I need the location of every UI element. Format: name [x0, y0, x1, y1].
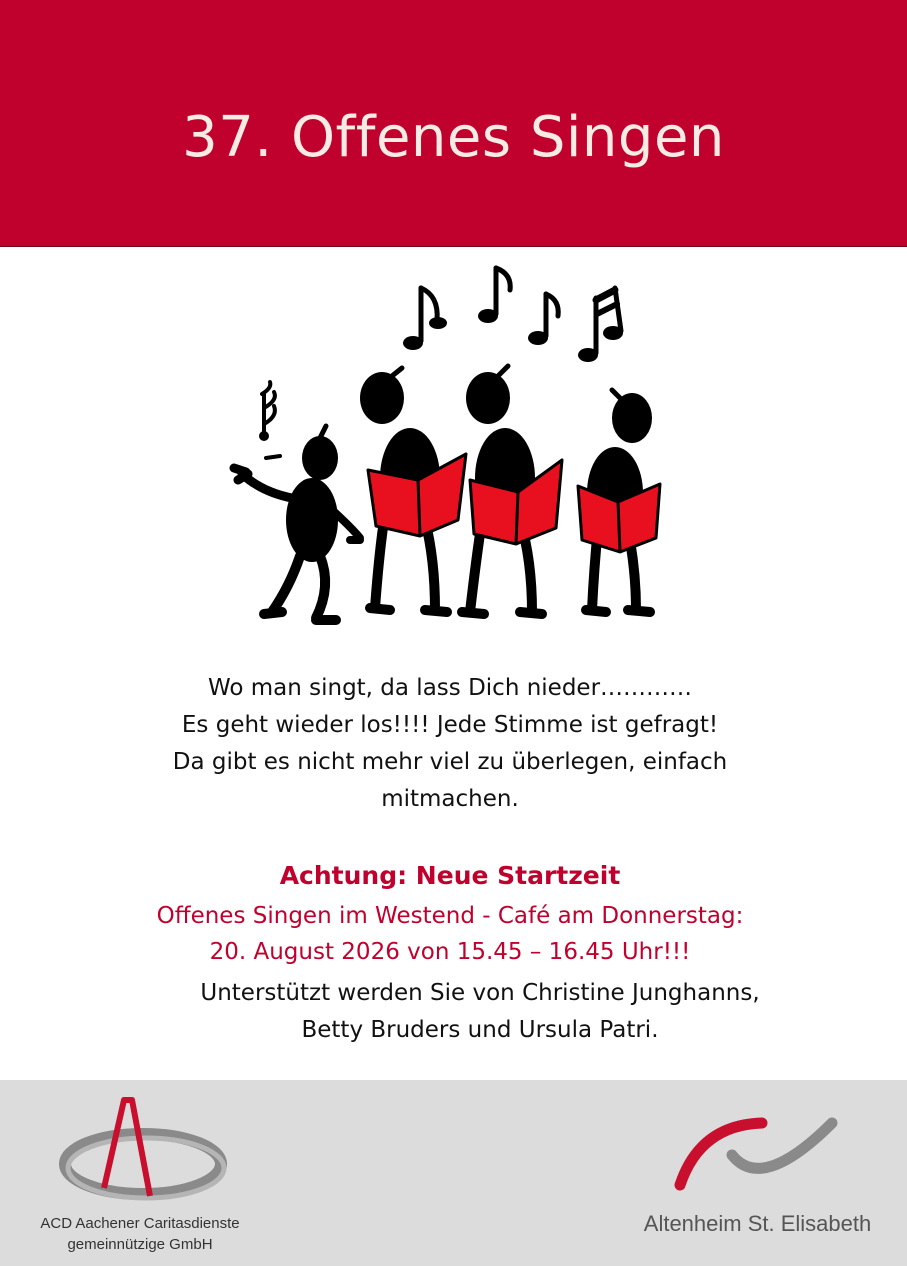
support-line: Betty Bruders und Ursula Patri. [301, 1017, 659, 1043]
singing-choir-illustration [220, 258, 690, 640]
notice-date: 20. August 2026 von 15.45 – 16.45 Uhr!!! [209, 939, 691, 965]
intro-line: Wo man singt, da lass Dich nieder………… [207, 675, 693, 701]
intro-line: Da gibt es nicht mehr viel zu überlegen, einfach [172, 749, 728, 775]
intro-line: Es geht wieder los!!!! Jede Stimme ist gefragt! [181, 712, 719, 738]
music-note-icon [259, 382, 275, 441]
page-title: 37. Offenes Singen [182, 105, 725, 170]
acd-logo [58, 1092, 228, 1207]
altenheim-logo [672, 1115, 842, 1195]
acd-company-name [20, 1213, 260, 1255]
acd-name-line: gemeinnützige GmbH [67, 1236, 213, 1253]
music-note-icon [478, 268, 510, 323]
music-note-icon [578, 288, 623, 362]
conductor-figure [234, 426, 360, 620]
intro-text [100, 670, 800, 818]
acd-name-line: ACD Aachener Caritasdienste [40, 1215, 240, 1232]
support-line: Unterstützt werden Sie von Christine Junghanns, [200, 980, 760, 1006]
music-note-icon [528, 294, 558, 345]
notice-title: Achtung: Neue Startzeit [279, 861, 621, 890]
notice-location: Offenes Singen im Westend - Café am Donnerstag: [156, 903, 744, 929]
header-banner [0, 0, 907, 247]
altenheim-name: Altenheim St. Elisabeth [643, 1211, 872, 1236]
music-note-icon [403, 288, 447, 350]
intro-line: mitmachen. [381, 786, 519, 812]
support-text [120, 975, 840, 1049]
